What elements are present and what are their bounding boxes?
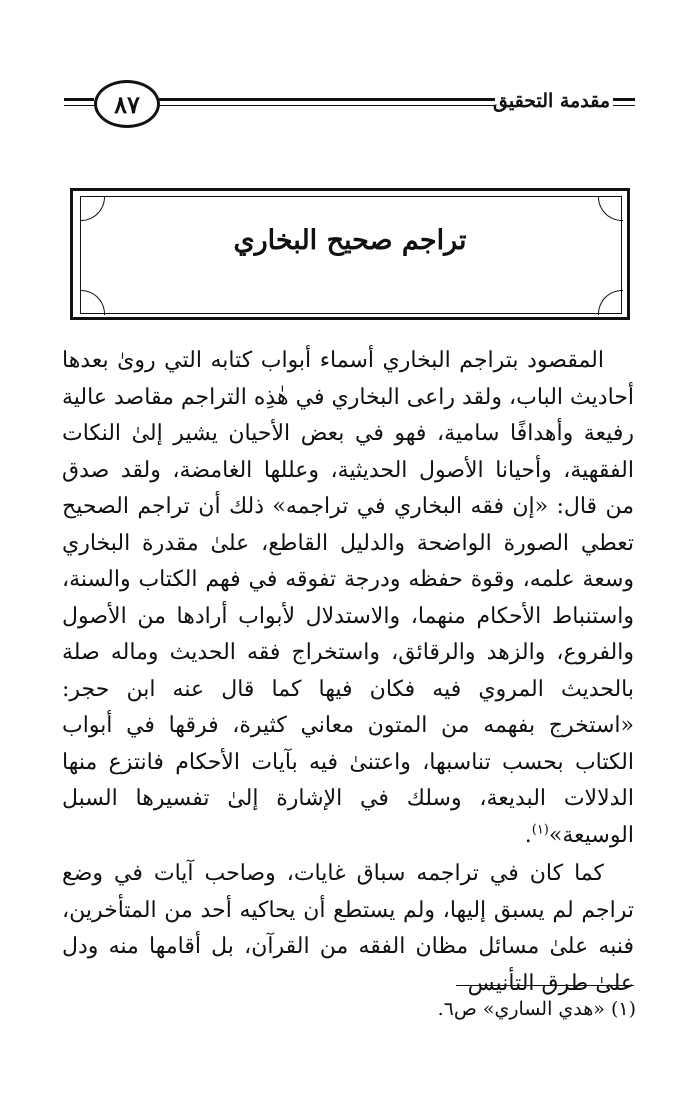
header-rule-right <box>613 98 635 101</box>
paragraph-end: . <box>524 822 532 848</box>
page-header <box>60 74 635 134</box>
header-rule-left <box>64 98 94 101</box>
header-rule-middle <box>152 98 495 101</box>
paragraph <box>62 856 634 1002</box>
body-text <box>62 343 634 1002</box>
page-number-text: ٨٧ <box>114 89 140 119</box>
footnote-text: «هدي الساري» ص٦. <box>437 998 605 1020</box>
paragraph-text: المقصود بتراجم البخاري أسماء أبواب كتابه التي روىٰ بعدها أحاديث الباب، ولقد راعى البخاري في هٰذِه التراجم مقاصد عالية رفيعة وأهدافًا سامية، فهو في بعض الأحيان يشير إلىٰ النكات الفقهية، وأحيانا الأصول الحديثية، وعللها الغامضة، ولقد صدق من قال: «إن فقه البخاري في تراجمه» ذلك أن تراجم الصحيح تعطي الصورة الواضحة والدليل القاطع، علىٰ مقدرة البخاري وسعة علمه، وقوة حفظه ودرجة تفوقه في فهم الكتاب والسنة، واستنباط الأحكام منهما، والاستدلال لأبواب أرادها من الأصول والفروع، والزهد والرقائق، واستخراج فقه الحديث وماله صلة بالحديث المروي فيه فكان فيها كما قال عنه ابن حجر: «استخرج بفهمه من المتون معاني كثيرة، فرقها في أبواب الكتاب بحسب تناسبها، واعتنىٰ فيه بآيات الأحكام فانتزع منها الدلالات البديعة، وسلك في الإشارة إلىٰ تفسيرها السبل الوسيعة» <box>62 348 634 848</box>
page-number <box>94 80 160 128</box>
chapter-title: تراجم صحيح البخاري <box>233 225 467 256</box>
header-rule-right-thin <box>613 105 635 106</box>
paragraph-text: كما كان في تراجمه سباق غايات، وصاحب آيات في وضع تراجم لم يسبق إليها، ولم يستطع أن يحاكيه أحد من المتأخرين، فنبه علىٰ مسائل مظان الفقه من القرآن، بل أقامها منه ودل علىٰ طرق التأنيس <box>62 861 634 996</box>
footnote-marker: (١) <box>610 998 636 1020</box>
header-rule-left-thin <box>64 105 94 106</box>
footnote-reference: (١) <box>531 822 549 838</box>
running-title: مقدمة التحقيق <box>493 90 610 112</box>
paragraph <box>62 343 634 854</box>
footnote-separator <box>456 985 634 986</box>
footnote <box>64 995 636 1023</box>
header-rule-middle-thin <box>152 105 495 106</box>
